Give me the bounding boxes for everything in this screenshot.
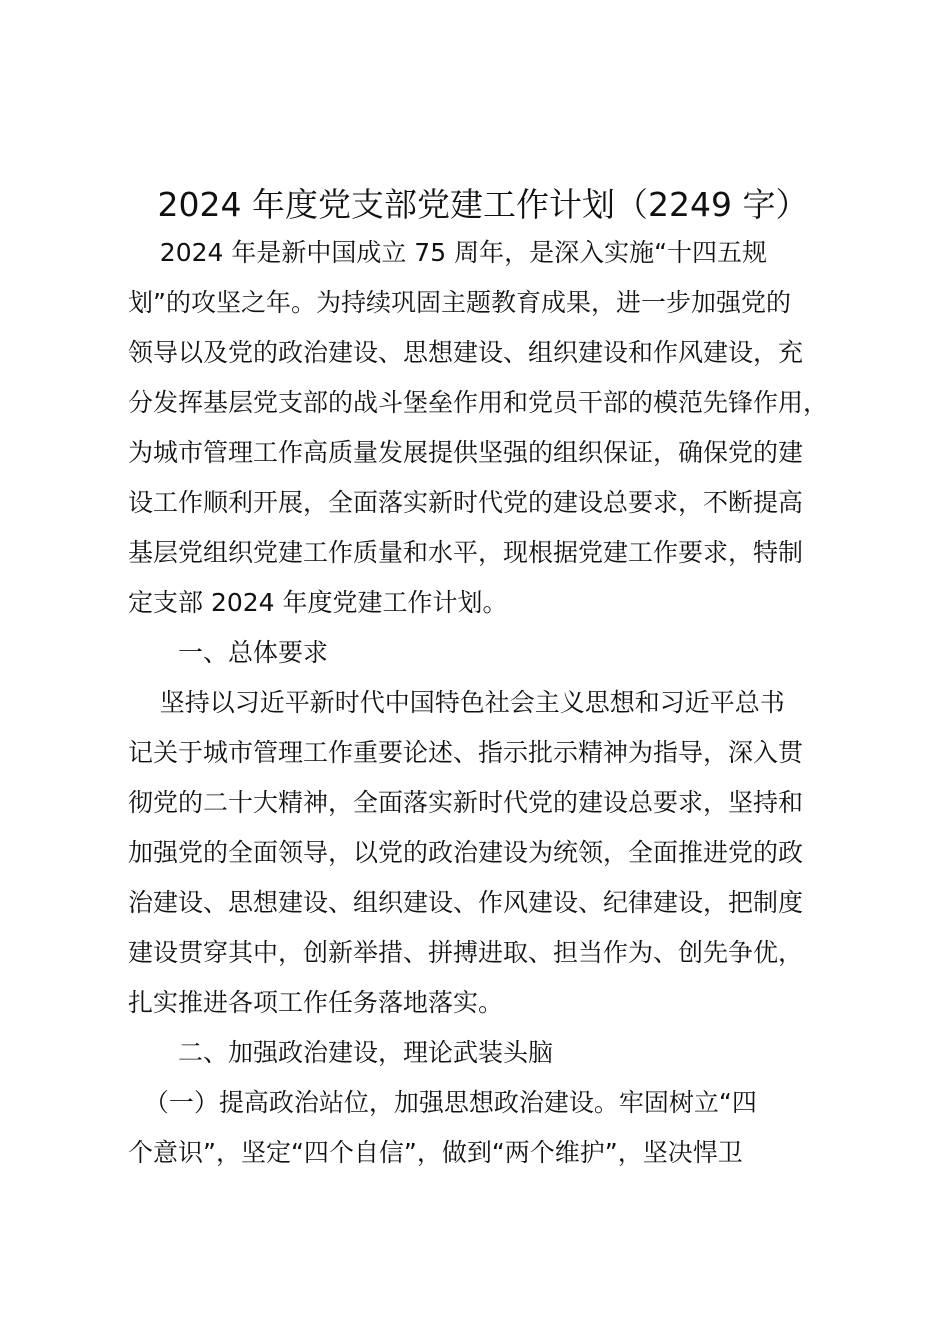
section-2-line: （一）提高政治站位，加强思想政治建设。牢固树立“四 [128, 1088, 757, 1117]
intro-line: 为城市管理工作高质量发展提供坚强的组织保证，确保党的建 [128, 438, 804, 467]
intro-line: 分发挥基层党支部的战斗堡垒作用和党员干部的模范先锋作用， [128, 388, 829, 417]
section-1-line: 建设贯穿其中，创新举措、拼搏进取、担当作为、创先争优， [128, 938, 804, 967]
intro-line: 2024 年是新中国成立 75 周年，是深入实施“十四五规 [128, 238, 768, 267]
section-1-line: 记关于城市管理工作重要论述、指示批示精神为指导，深入贯 [128, 738, 804, 767]
intro-line: 基层党组织党建工作质量和水平，现根据党建工作要求，特制 [128, 538, 804, 567]
section-2-paragraph [128, 1078, 757, 1178]
section-2-heading-block [128, 1028, 553, 1078]
section-1-paragraph [128, 678, 803, 1028]
intro-paragraph [128, 228, 828, 628]
section-1-line: 坚持以习近平新时代中国特色社会主义思想和习近平总书 [128, 688, 785, 717]
section-1-heading-block [128, 628, 328, 678]
section-1-line: 加强党的全面领导，以党的政治建设为统领，全面推进党的政 [128, 838, 804, 867]
section-1-line: 治建设、思想建设、组织建设、作风建设、纪律建设，把制度 [128, 888, 804, 917]
intro-line: 定支部 2024 年度党建工作计划。 [128, 588, 508, 617]
intro-line: 划”的攻坚之年。为持续巩固主题教育成果，进一步加强党的 [128, 288, 791, 317]
intro-line: 设工作顺利开展，全面落实新时代党的建设总要求，不断提高 [128, 488, 804, 517]
section-heading: 一、总体要求 [178, 638, 329, 667]
document-title: 2024 年度党支部党建工作计划（2249 字） [157, 185, 809, 224]
intro-line: 领导以及党的政治建设、思想建设、组织建设和作风建设，充 [128, 338, 804, 367]
section-1-line: 扎实推进各项工作任务落地落实。 [128, 988, 504, 1017]
section-1-line: 彻党的二十大精神，全面落实新时代党的建设总要求，坚持和 [128, 788, 804, 817]
section-heading: 二、加强政治建设，理论武装头脑 [178, 1038, 554, 1067]
section-2-line: 个意识”，坚定“四个自信”，做到“两个维护”，坚决悍卫 [128, 1138, 743, 1167]
